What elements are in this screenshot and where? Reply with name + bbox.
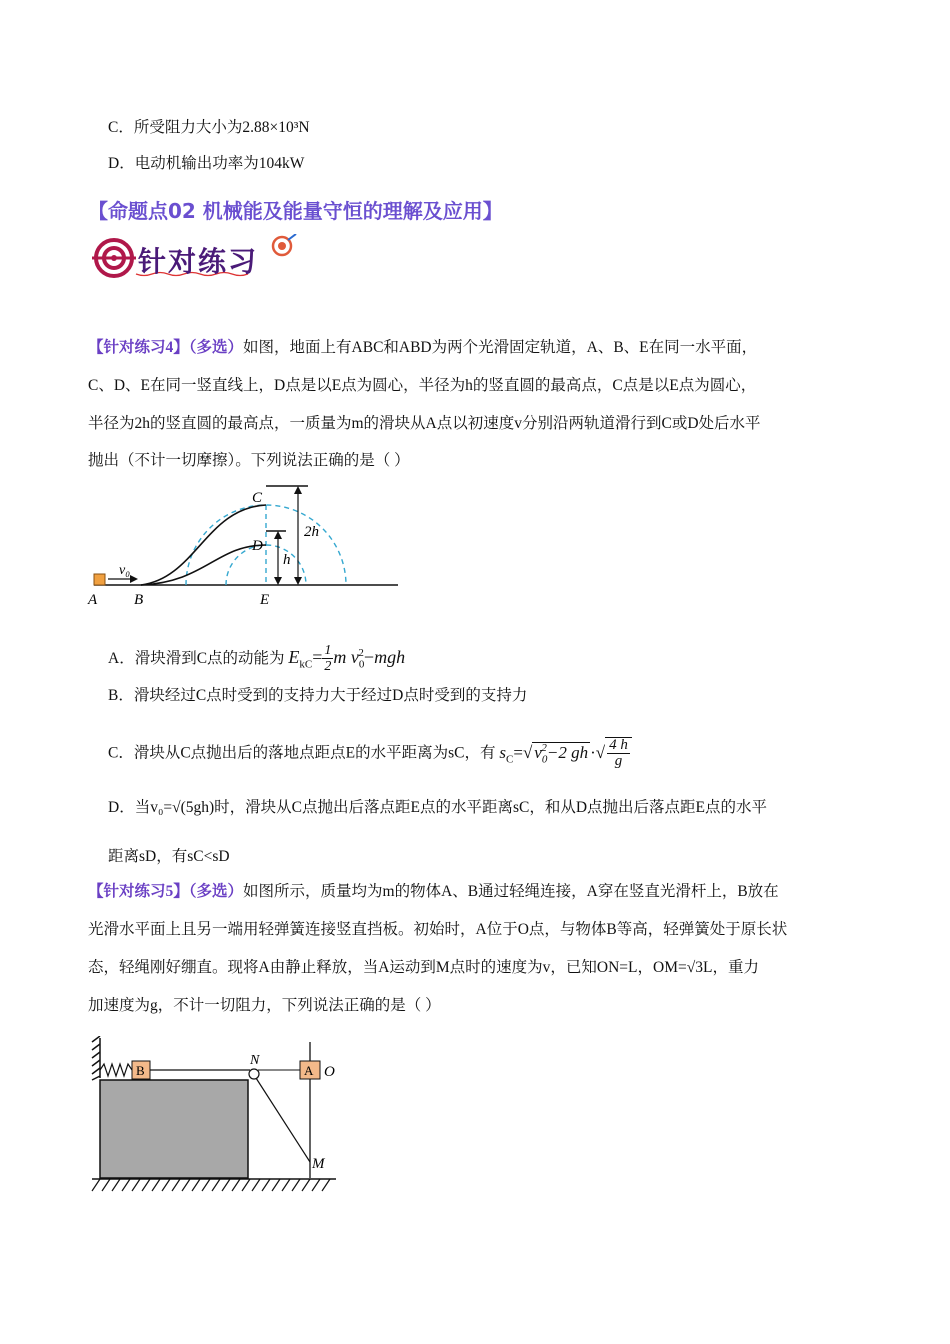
q4-track-figure (86, 478, 406, 610)
label-a: A (88, 592, 98, 608)
prev-option-d (108, 153, 304, 175)
section-title: 【命题点02 机械能及能量守恒的理解及应用】 (88, 199, 503, 223)
label-v0: v₀ (119, 563, 131, 578)
q4-option-b (108, 685, 527, 707)
label-h: h (283, 552, 291, 568)
q5-line-2: 光滑水平面上且另一端用轻弹簧连接竖直挡板。初始时，A位于O点，与物体B等高，轻弹簧处于原长状 (88, 921, 788, 938)
option-label: A． (108, 650, 135, 667)
q4-line-1 (88, 337, 757, 359)
option-text: 滑块滑到C点的动能为 (134, 650, 285, 667)
q4-option-c (108, 733, 632, 774)
option-text: 滑块从C点抛出后的落地点距点E的水平距离为sC，有 (133, 744, 496, 762)
track-abc (141, 505, 266, 585)
label-a: A (304, 1063, 314, 1078)
option-label: D． (108, 799, 135, 816)
q4-option-a (108, 638, 405, 680)
label-m: M (312, 1156, 325, 1172)
option-label: D． (108, 155, 135, 172)
pulley (249, 1069, 259, 1079)
label-b: B (134, 592, 144, 608)
question-text: 如图所示，质量均为m的物体A、B通过轻绳连接，A穿在竖直光滑杆上，B放在 (243, 883, 779, 900)
option-text: 当v₀=√(5gh)时，滑块从C点抛出后落点距E点的水平距离sC，和从D点抛出后落点距E点的水平 (134, 799, 768, 816)
banner-text: 针对练习 (138, 245, 259, 278)
ground-hatch (92, 1179, 330, 1191)
question-tag: 【针对练习4】 (88, 339, 189, 356)
practice-banner (92, 234, 302, 289)
q4-line-2: C、D、E在同一竖直线上，D点是以E点为圆心，半径为h的竖直圆的最高点，C点是以E点为圆心， (88, 377, 757, 394)
table-block (100, 1080, 248, 1178)
q5-pulley-figure (88, 1036, 348, 1196)
q4-line-4: 抛出（不计一切摩擦）。下列说法正确的是（ ） (88, 452, 410, 469)
q4-line-3: 半径为2h的竖直圆的最高点，一质量为m的滑块从A点以初速度v分别沿两轨道滑行到C或D处后水平 (88, 415, 761, 432)
option-label: C． (108, 744, 134, 762)
option-text: 所受阻力大小为2.88×10³N (133, 119, 310, 136)
q4-option-d-line-1 (108, 797, 767, 819)
q4-option-d-line-2: 距离sD，有sC<sD (108, 848, 230, 865)
label-b: B (136, 1063, 145, 1078)
question-type: （多选） (188, 339, 244, 356)
question-type: （多选） (188, 883, 244, 900)
question-tag: 【针对练习5】 (88, 883, 189, 900)
label-e: E (260, 592, 270, 608)
prev-option-c (108, 117, 310, 139)
option-text: 滑块经过C点时受到的支持力大于经过D点时受到的支持力 (133, 687, 528, 704)
q5-line-1 (88, 881, 779, 903)
formula-sc: $s_C=√$ $v_0^2-2$ gh ·√ $\frac{4 h}{g}$ (499, 743, 631, 762)
label-d: D (252, 538, 263, 554)
formula-ekc: $E_{kC}=$ $\frac{1}{2}$ m $v_0^2-mgh$ (288, 643, 406, 675)
label-2h: 2h (304, 524, 319, 540)
option-text: 电动机输出功率为104kW (134, 155, 305, 172)
spring (100, 1064, 132, 1076)
option-label: C． (108, 119, 134, 136)
label-o: O (324, 1064, 335, 1080)
label-c: C (252, 490, 263, 506)
label-n: N (250, 1053, 260, 1068)
q5-line-3: 态，轻绳刚好绷直。现将A由静止释放，当A运动到M点时的速度为v，已知ON=L，OM=√3L，重力 (88, 959, 759, 976)
question-text: 如图，地面上有ABC和ABD为两个光滑固定轨道，A、B、E在同一水平面， (243, 339, 758, 356)
q5-line-4: 加速度为g，不计一切阻力，下列说法正确的是（ ） (88, 997, 441, 1014)
option-label: B． (108, 687, 134, 704)
